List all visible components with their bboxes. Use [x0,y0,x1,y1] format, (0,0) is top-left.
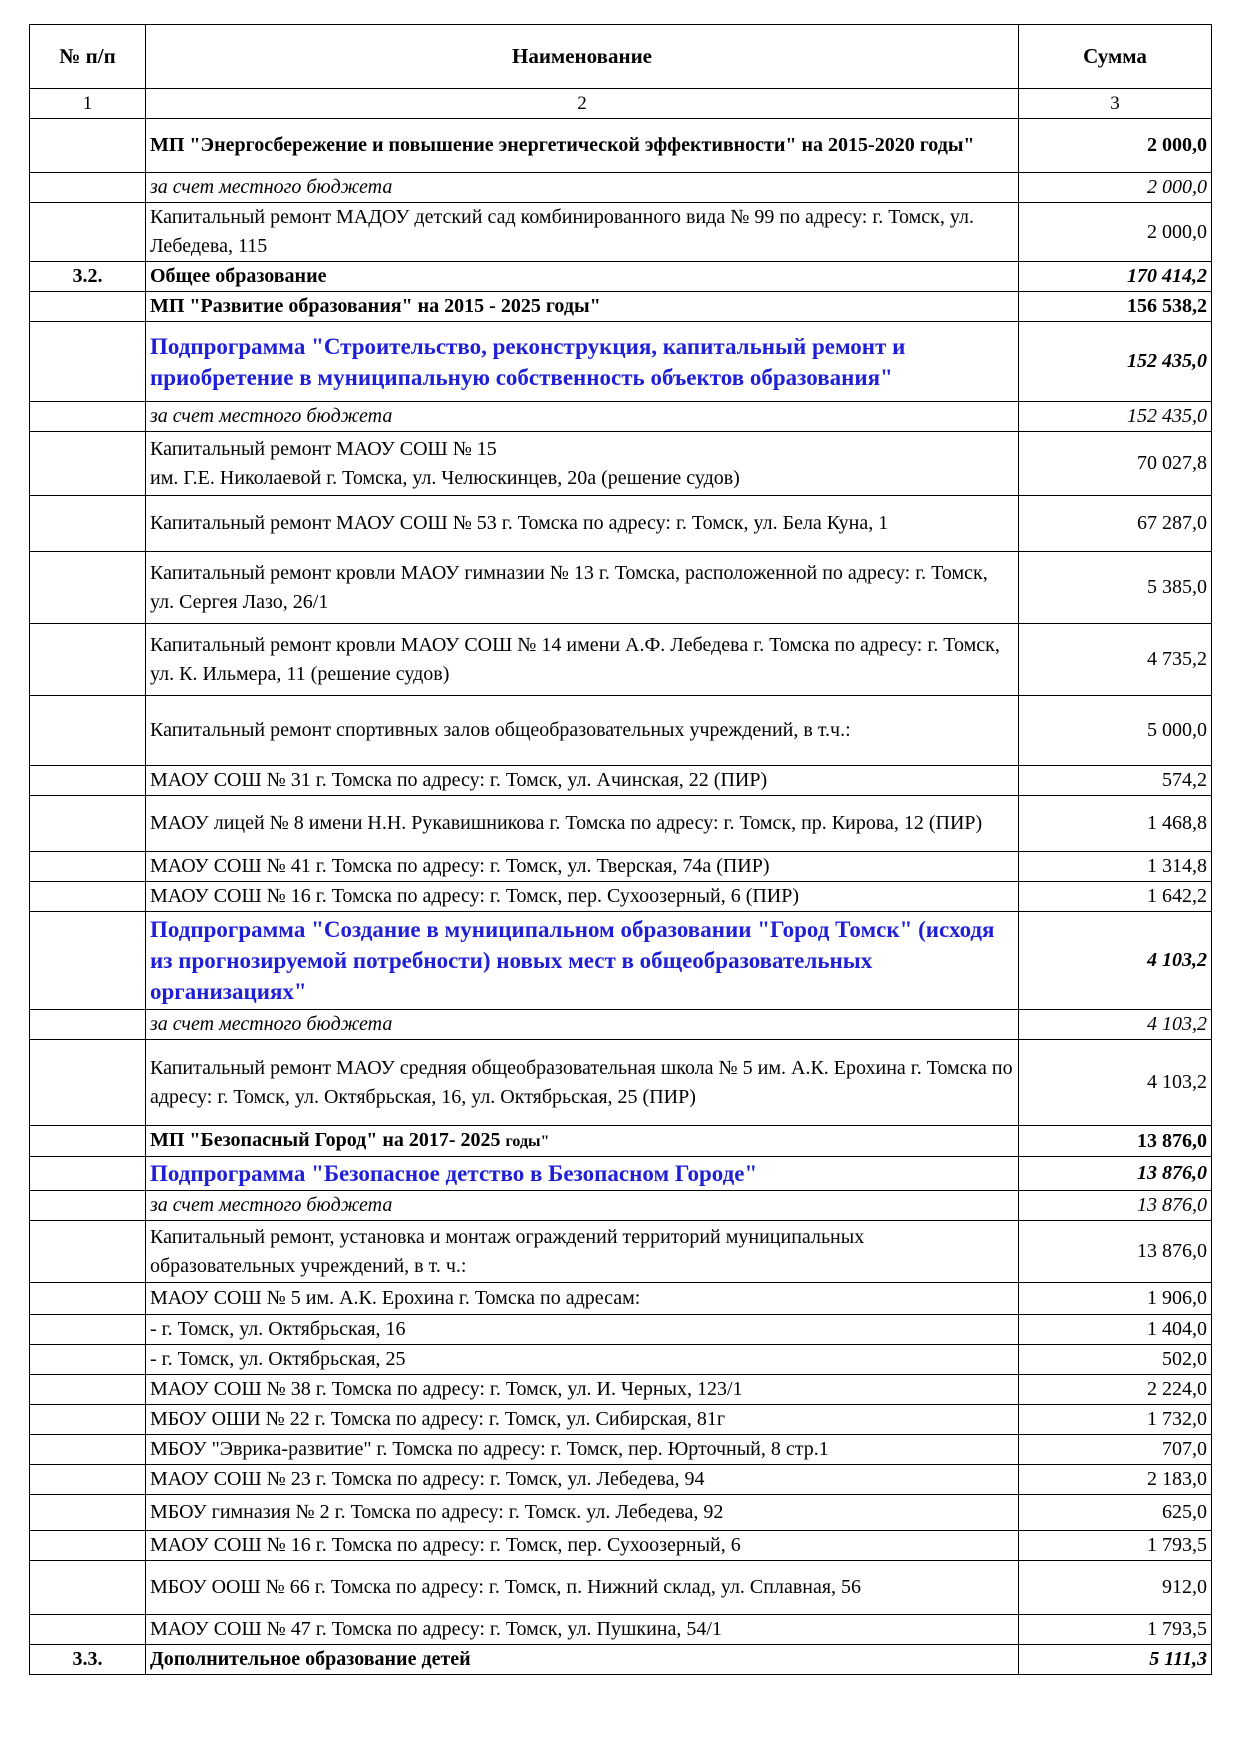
row-num [30,1531,146,1561]
table-row [30,496,1212,552]
table-row [30,1283,1212,1315]
row-name: за счет местного бюджета [146,173,1019,203]
table-row [30,203,1212,262]
row-sum: 4 735,2 [1019,624,1212,696]
row-name: МБОУ "Эврика-развитие" г. Томска по адресу: г. Томск, пер. Юрточный, 8 стр.1 [146,1435,1019,1465]
row-name-suffix: годы" [505,1133,550,1150]
row-name [146,432,1019,496]
row-name: Капитальный ремонт МАОУ средняя общеобразовательная школа № 5 им. А.К. Ерохина г. Томска по адресу: г. Томск, ул. Октябрьская, 16, ул. Октябрьская, 25 (ПИР) [146,1040,1019,1126]
row-num [30,1561,146,1615]
row-sum: 67 287,0 [1019,496,1212,552]
row-num [30,552,146,624]
row-name: Капитальный ремонт МАОУ СОШ № 53 г. Томска по адресу: г. Томск, ул. Бела Куна, 1 [146,496,1019,552]
row-num [30,1375,146,1405]
column-number: 3 [1019,89,1212,119]
row-sum: 1 642,2 [1019,882,1212,912]
row-sum: 2 000,0 [1019,119,1212,173]
row-name-main: МП "Безопасный Город" на 2017- 2025 [150,1129,501,1151]
row-sum: 1 793,5 [1019,1531,1212,1561]
row-sum: 707,0 [1019,1435,1212,1465]
row-sum: 1 404,0 [1019,1315,1212,1345]
table-row [30,1191,1212,1221]
row-sum: 1 793,5 [1019,1615,1212,1645]
row-name: - г. Томск, ул. Октябрьская, 16 [146,1315,1019,1345]
table-row [30,1010,1212,1040]
row-num: 3.3. [30,1645,146,1675]
row-sum: 4 103,2 [1019,912,1212,1010]
row-sum: 2 000,0 [1019,173,1212,203]
row-num [30,203,146,262]
row-sum: 4 103,2 [1019,1040,1212,1126]
row-num [30,1010,146,1040]
row-num [30,624,146,696]
row-sum: 170 414,2 [1019,262,1212,292]
row-num [30,1283,146,1315]
row-sum: 156 538,2 [1019,292,1212,322]
table-row [30,1157,1212,1191]
row-num [30,882,146,912]
table-row [30,852,1212,882]
row-sum: 152 435,0 [1019,402,1212,432]
row-name: Общее образование [146,262,1019,292]
table-row [30,292,1212,322]
table-row [30,912,1212,1010]
row-num [30,1040,146,1126]
table-row [30,1465,1212,1495]
row-num [30,402,146,432]
row-num [30,496,146,552]
table-row [30,1040,1212,1126]
header-name: Наименование [146,25,1019,89]
row-name: МП "Энергосбережение и повышение энергетической эффективности" на 2015-2020 годы" [146,119,1019,173]
row-num [30,766,146,796]
row-sum: 152 435,0 [1019,322,1212,402]
table-row [30,432,1212,496]
table-row [30,262,1212,292]
row-name: Подпрограмма "Создание в муниципальном образовании "Город Томск" (исходя из прогнозируемой потребности) новых мест в общеобразовательных организациях" [146,912,1019,1010]
row-num [30,1157,146,1191]
row-name: МАОУ СОШ № 31 г. Томска по адресу: г. Томск, ул. Ачинская, 22 (ПИР) [146,766,1019,796]
row-sum: 2 224,0 [1019,1375,1212,1405]
row-name: МАОУ СОШ № 41 г. Томска по адресу: г. Томск, ул. Тверская, 74а (ПИР) [146,852,1019,882]
row-num [30,1221,146,1283]
row-name: МАОУ лицей № 8 имени Н.Н. Рукавишникова г. Томска по адресу: г. Томск, пр. Кирова, 12 (ПИР) [146,796,1019,852]
row-name: МБОУ ООШ № 66 г. Томска по адресу: г. Томск, п. Нижний склад, ул. Сплавная, 56 [146,1561,1019,1615]
table-row [30,1221,1212,1283]
row-name: МБОУ гимназия № 2 г. Томска по адресу: г. Томск. ул. Лебедева, 92 [146,1495,1019,1531]
row-name: Дополнительное образование детей [146,1645,1019,1675]
row-sum: 5 111,3 [1019,1645,1212,1675]
row-name: Подпрограмма "Строительство, реконструкция, капитальный ремонт и приобретение в муниципальную собственность объектов образования" [146,322,1019,402]
table-row [30,552,1212,624]
row-sum: 1 732,0 [1019,1405,1212,1435]
row-name-line: им. Г.Е. Николаевой г. Томска, ул. Челюскинцев, 20а (решение судов) [150,466,740,489]
column-number: 1 [30,89,146,119]
table-row [30,1531,1212,1561]
row-name: МАОУ СОШ № 5 им. А.К. Ерохина г. Томска по адресам: [146,1283,1019,1315]
row-sum: 1 314,8 [1019,852,1212,882]
row-num [30,322,146,402]
row-sum: 1 468,8 [1019,796,1212,852]
row-sum: 70 027,8 [1019,432,1212,496]
table-row [30,1495,1212,1531]
row-sum: 13 876,0 [1019,1157,1212,1191]
table-row [30,696,1212,766]
row-num [30,432,146,496]
table-row [30,1615,1212,1645]
row-name: МАОУ СОШ № 38 г. Томска по адресу: г. Томск, ул. И. Черных, 123/1 [146,1375,1019,1405]
row-num [30,696,146,766]
table-row [30,1561,1212,1615]
row-num [30,1615,146,1645]
table-row [30,1315,1212,1345]
row-name: МАОУ СОШ № 47 г. Томска по адресу: г. Томск, ул. Пушкина, 54/1 [146,1615,1019,1645]
row-name-line: Капитальный ремонт МАОУ СОШ № 15 [150,437,497,460]
row-sum: 13 876,0 [1019,1126,1212,1157]
row-sum: 13 876,0 [1019,1221,1212,1283]
row-num [30,912,146,1010]
header-sum: Сумма [1019,25,1212,89]
row-name: Подпрограмма "Безопасное детство в Безопасном Городе" [146,1157,1019,1191]
row-num [30,1315,146,1345]
row-name: МБОУ ОШИ № 22 г. Томска по адресу: г. Томск, ул. Сибирская, 81г [146,1405,1019,1435]
row-sum: 4 103,2 [1019,1010,1212,1040]
row-sum: 5 000,0 [1019,696,1212,766]
row-name: МП "Развитие образования" на 2015 - 2025 годы" [146,292,1019,322]
table-row [30,1375,1212,1405]
table-row [30,173,1212,203]
row-num [30,1465,146,1495]
table-row [30,1645,1212,1675]
row-num [30,1435,146,1465]
row-num: 3.2. [30,262,146,292]
row-num [30,1126,146,1157]
table-header-row [30,25,1212,89]
table-row [30,1435,1212,1465]
row-sum: 5 385,0 [1019,552,1212,624]
row-sum: 502,0 [1019,1345,1212,1375]
table-row [30,119,1212,173]
budget-table [29,24,1212,1675]
header-num: № п/п [30,25,146,89]
table-row [30,1126,1212,1157]
row-sum: 1 906,0 [1019,1283,1212,1315]
table-row [30,796,1212,852]
row-name [146,1126,1019,1157]
row-name: Капитальный ремонт кровли МАОУ СОШ № 14 имени А.Ф. Лебедева г. Томска по адресу: г. Томск, ул. К. Ильмера, 11 (решение судов) [146,624,1019,696]
row-num [30,119,146,173]
row-num [30,1405,146,1435]
row-num [30,292,146,322]
row-sum: 912,0 [1019,1561,1212,1615]
row-sum: 2 000,0 [1019,203,1212,262]
row-sum: 625,0 [1019,1495,1212,1531]
row-num [30,796,146,852]
row-name: МАОУ СОШ № 23 г. Томска по адресу: г. Томск, ул. Лебедева, 94 [146,1465,1019,1495]
row-num [30,1345,146,1375]
row-sum: 13 876,0 [1019,1191,1212,1221]
table-row [30,1405,1212,1435]
table-row [30,402,1212,432]
row-name: за счет местного бюджета [146,1010,1019,1040]
column-number-row [30,89,1212,119]
row-name: МАОУ СОШ № 16 г. Томска по адресу: г. Томск, пер. Сухоозерный, 6 (ПИР) [146,882,1019,912]
row-name: за счет местного бюджета [146,1191,1019,1221]
table-row [30,882,1212,912]
table-row [30,1345,1212,1375]
row-sum: 2 183,0 [1019,1465,1212,1495]
row-name: за счет местного бюджета [146,402,1019,432]
row-name: Капитальный ремонт кровли МАОУ гимназии № 13 г. Томска, расположенной по адресу: г. Томск, ул. Сергея Лазо, 26/1 [146,552,1019,624]
row-num [30,852,146,882]
row-name: - г. Томск, ул. Октябрьская, 25 [146,1345,1019,1375]
row-num [30,173,146,203]
table-row [30,322,1212,402]
row-name: МАОУ СОШ № 16 г. Томска по адресу: г. Томск, пер. Сухоозерный, 6 [146,1531,1019,1561]
row-name: Капитальный ремонт МАДОУ детский сад комбинированного вида № 99 по адресу: г. Томск, ул. Лебедева, 115 [146,203,1019,262]
row-num [30,1495,146,1531]
row-num [30,1191,146,1221]
row-name: Капитальный ремонт спортивных залов общеобразовательных учреждений, в т.ч.: [146,696,1019,766]
table-row [30,766,1212,796]
table-row [30,624,1212,696]
column-number: 2 [146,89,1019,119]
row-sum: 574,2 [1019,766,1212,796]
row-name: Капитальный ремонт, установка и монтаж ограждений территорий муниципальных образовательных учреждений, в т. ч.: [146,1221,1019,1283]
